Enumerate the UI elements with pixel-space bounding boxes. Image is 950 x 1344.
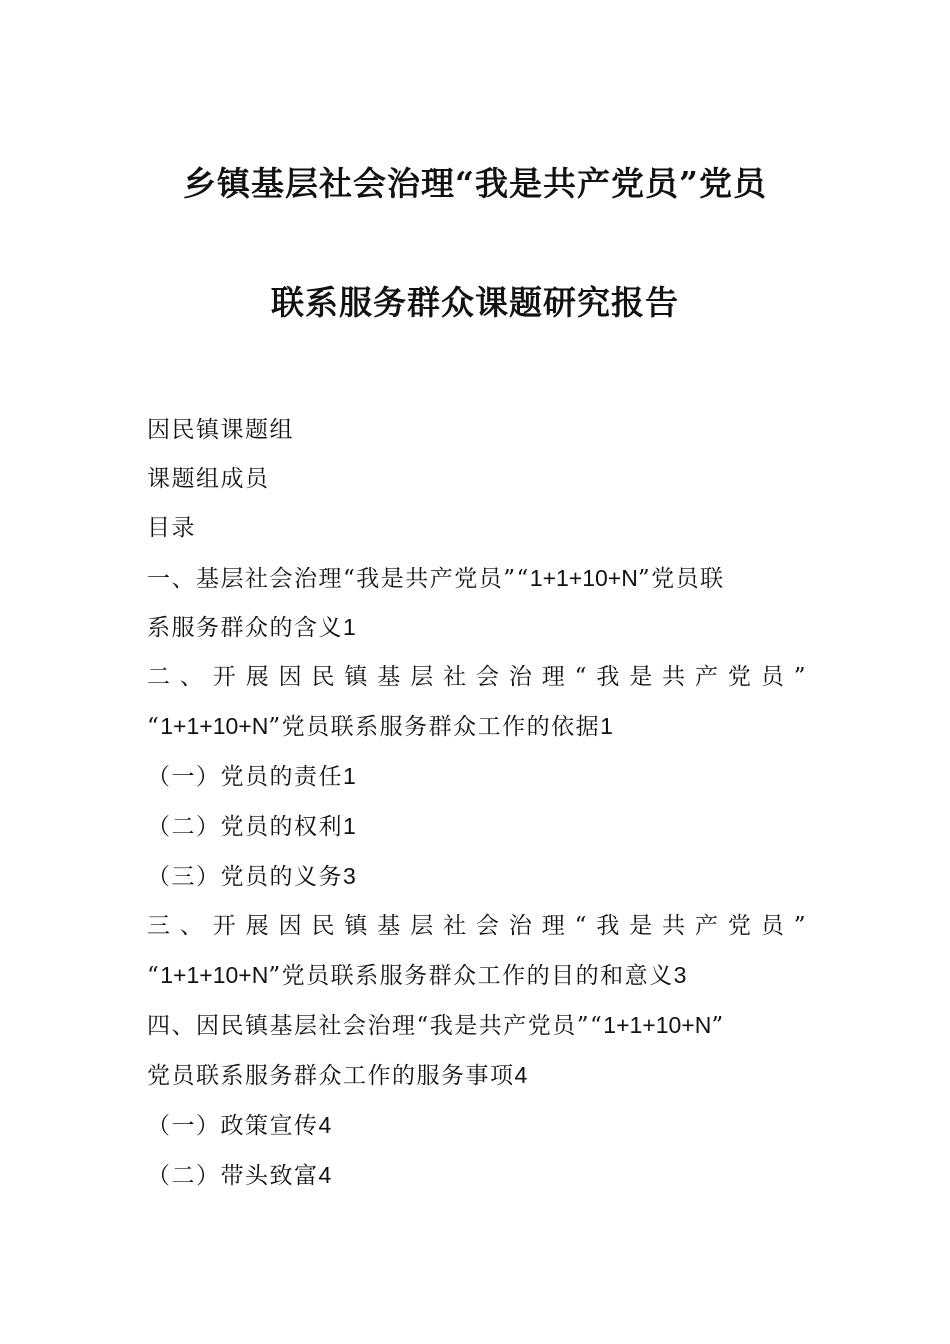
toc-text: 四、因民镇基层社会治理“我是共产党员”“ [147,1013,604,1039]
toc-page-number: 1 [343,763,356,789]
toc-entry-1-cont [147,612,807,643]
toc-page-number: 1 [343,813,356,839]
toc-text: “ [147,963,161,989]
toc-text: 三、开展因民镇基层社会治理“我是共产党员” [147,913,807,939]
toc-entry-3-cont [147,960,807,991]
toc-entry-3 [147,911,807,941]
toc-page-number: 1 [343,614,356,640]
toc-text: 党员联系服务群众工作的服务事项 [147,1063,515,1089]
toc-page-number: 4 [318,1162,332,1188]
toc-text: 二、开展因民镇基层社会治理“我是共产党员” [147,664,807,690]
toc-text: （一）政策宣传 [147,1113,319,1139]
toc-text: （二）党员的权利 [147,814,343,840]
toc-heading: 目录 [147,515,196,541]
toc-page-number: 4 [318,1112,332,1138]
toc-text: 一、基层社会治理“我是共产党员”“ [147,566,530,592]
toc-text: （一）党员的责任 [147,764,343,790]
toc-page-number: 4 [514,1062,528,1088]
toc-text: （二）带头致富 [147,1163,319,1189]
toc-entry-2-1 [147,761,807,792]
toc-text: ”党员联系服务群众工作的依据 [268,714,601,740]
toc-number: 1+1+10+N [603,1012,712,1038]
toc-text: 系服务群众的含义 [147,615,343,641]
group-members: 课题组成员 [147,466,270,492]
title-line-2: 联系服务群众课题研究报告 [271,283,679,322]
toc-page-number: 3 [343,863,356,889]
toc-number: 1+1+10+N [160,962,269,988]
toc-entry-4-2 [147,1160,807,1191]
toc-entry-1 [147,563,807,594]
toc-text: ”党员联系服务群众工作的目的和意义 [268,963,674,989]
toc-page-number: 1 [600,713,613,739]
research-group: 因民镇课题组 [147,417,294,443]
toc-entry-4-cont [147,1060,807,1091]
toc-entry-2-cont [147,711,807,742]
toc-text: ”党员联 [637,566,725,592]
title-line-1: 乡镇基层社会治理“我是共产党员”党员 [183,164,767,203]
toc-entry-2-3 [147,861,807,892]
toc-entry-4-1 [147,1110,807,1141]
toc-entry-2 [147,662,807,692]
toc-number: 1+1+10+N [529,565,638,591]
toc-number: 1+1+10+N [160,713,269,739]
toc-entry-2-2 [147,811,807,842]
toc-page-number: 3 [673,962,687,988]
toc-entry-4 [147,1010,807,1041]
toc-text: “ [147,714,161,740]
toc-text: ” [711,1013,725,1039]
toc-text: （三）党员的义务 [147,864,343,890]
